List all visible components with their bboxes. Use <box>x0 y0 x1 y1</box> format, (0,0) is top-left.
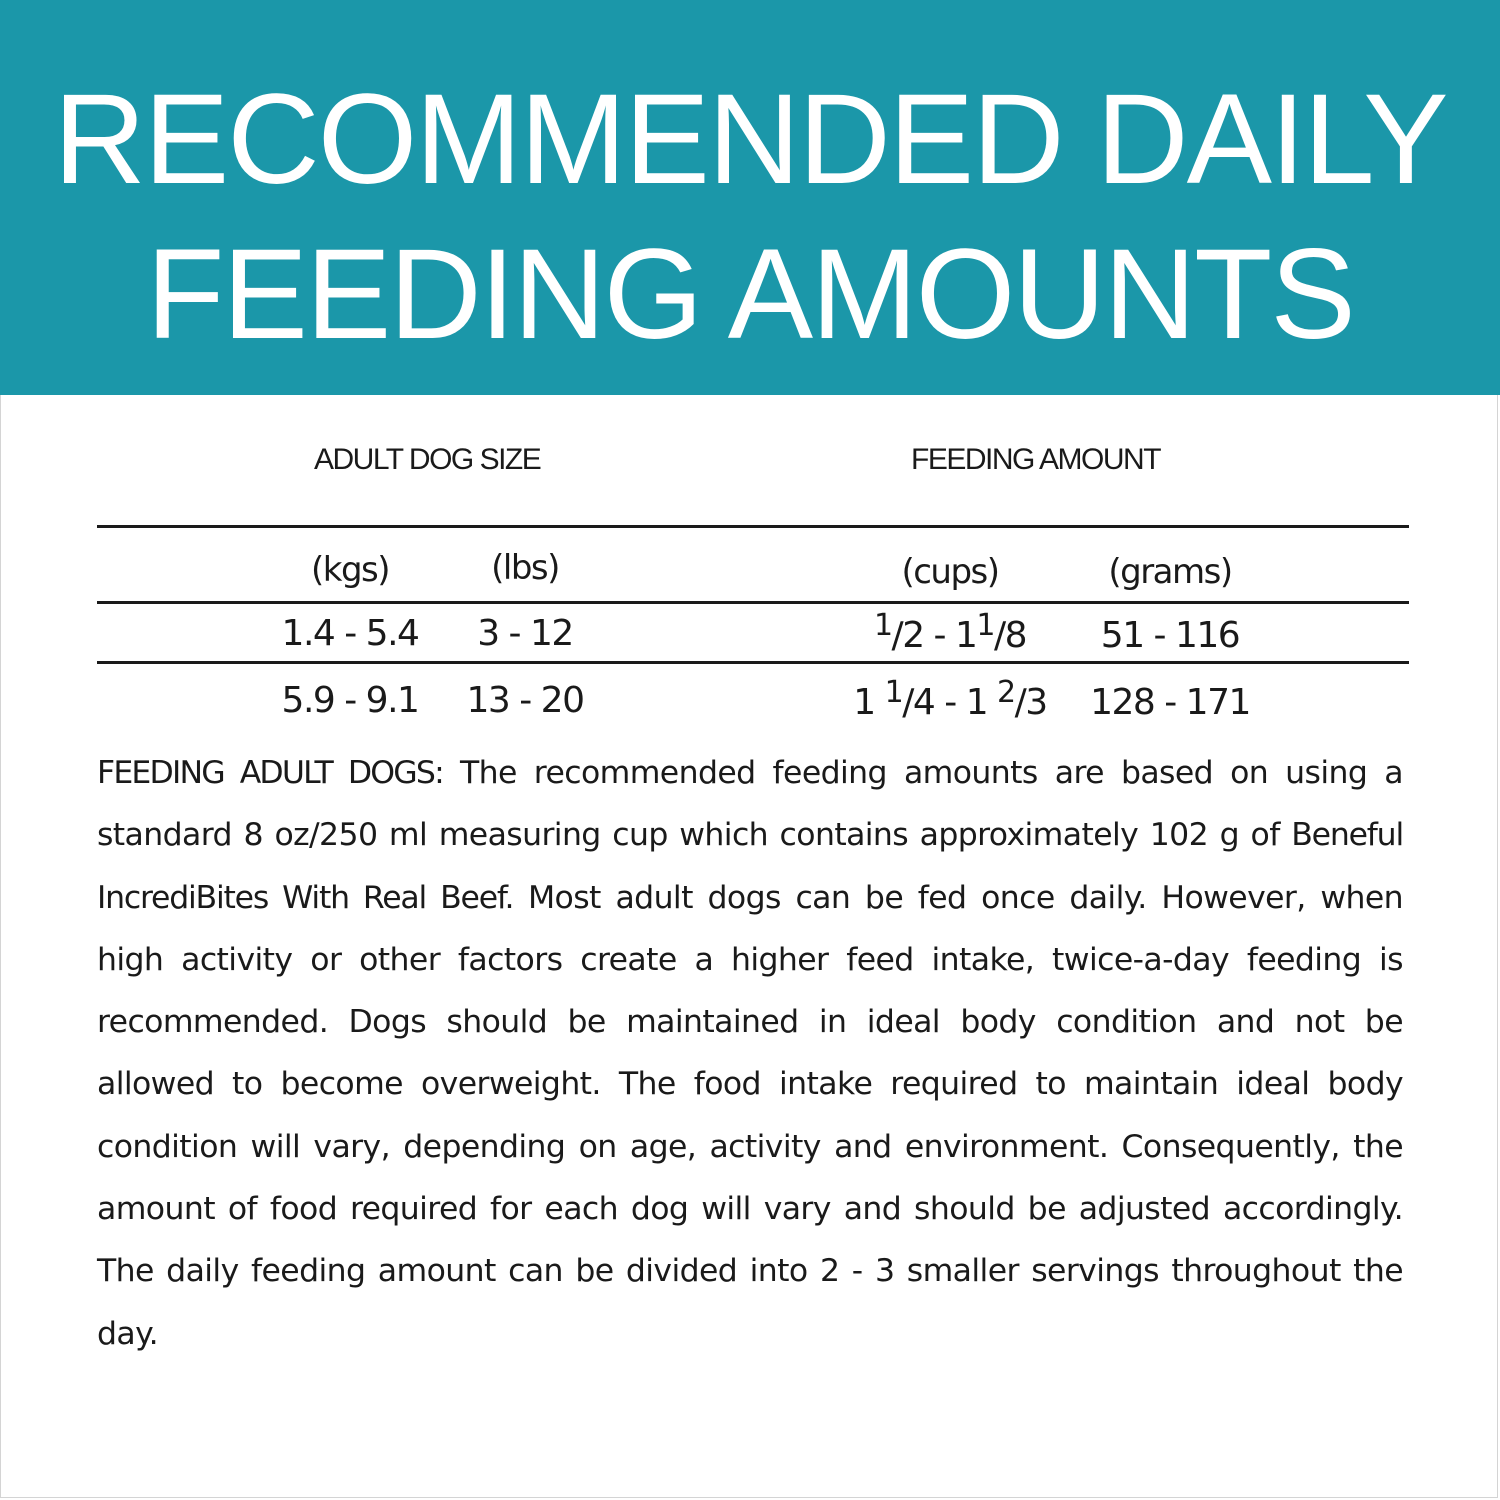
row2-cups-a-num: 1 <box>884 675 903 710</box>
row1-cups-b-whole: 1 <box>954 615 977 656</box>
header-adult-dog-size: ADULT DOG SIZE <box>314 443 541 476</box>
row2-cups-a-den: 4 <box>912 682 935 723</box>
title-line-1: RECOMMENDED DAILY <box>53 68 1447 211</box>
row2-cups-a-whole: 1 <box>853 682 875 723</box>
table-row-rule <box>97 661 1409 664</box>
row2-kgs: 5.9 - 9.1 <box>281 680 419 721</box>
table-top-rule <box>97 525 1409 528</box>
row1-cups-a-num: 1 <box>873 608 892 643</box>
row2-grams: 128 - 171 <box>1090 682 1250 723</box>
instructions-text-1: The recommended feeding amounts are based on using a standard 8 oz/250 ml measuring cup which contains approximately 102 g of <box>97 755 1403 854</box>
fraction-slash-icon: / <box>891 615 903 656</box>
instructions-text-2: Most adult dogs can be fed once daily. However, when high activity or other factors create a higher feed intake, twice-a-day feeding is recommended. Dogs should be maintained in ideal body condition and not be allowed to become overweight. The food intake required to maintain ideal body condition will vary, depending on age, activity and environment. Consequently, the amount of food required for each dog will vary and should be adjusted accordingly. The daily feeding amount can be divided into 2 - 3 smaller servings throughout the day. <box>97 879 1403 1352</box>
row2-lbs: 13 - 20 <box>466 680 584 721</box>
row1-kgs: 1.4 - 5.4 <box>281 613 419 654</box>
feeding-instructions <box>97 742 1403 1365</box>
row1-cups-b-den: 8 <box>1004 615 1027 656</box>
row1-cups: $^1/2 - 1^1/8$ <box>873 608 1027 656</box>
row1-cups-b-num: 1 <box>976 608 994 643</box>
row2-cups-b-den: 3 <box>1025 682 1047 723</box>
title-banner <box>0 0 1500 395</box>
unit-kgs: (kgs) <box>310 550 389 590</box>
row1-grams: 51 - 116 <box>1100 615 1240 656</box>
row2-cups: 1 $^1$/4 - 1 $^2$/3 <box>853 675 1047 723</box>
row1-cups-a-den: 2 <box>902 615 924 656</box>
title-line-2: FEEDING AMOUNTS <box>146 223 1354 366</box>
product-name: Beneful IncrediBites With Real Beef. <box>97 817 1403 916</box>
unit-cups: (cups) <box>901 552 999 592</box>
fraction-slash-icon: / <box>902 682 913 723</box>
table-header-rule <box>97 601 1409 604</box>
instructions-lead: FEEDING ADULT DOGS: <box>97 755 443 791</box>
fraction-slash-icon: / <box>1014 682 1026 723</box>
fraction-slash-icon: / <box>993 615 1005 656</box>
row2-cups-b-whole: 1 <box>965 682 988 723</box>
row1-lbs: 3 - 12 <box>477 613 573 654</box>
unit-grams: (grams) <box>1108 552 1232 592</box>
unit-lbs: (lbs) <box>491 548 559 588</box>
row2-cups-b-num: 2 <box>997 675 1015 710</box>
header-feeding-amount: FEEDING AMOUNT <box>911 443 1161 476</box>
